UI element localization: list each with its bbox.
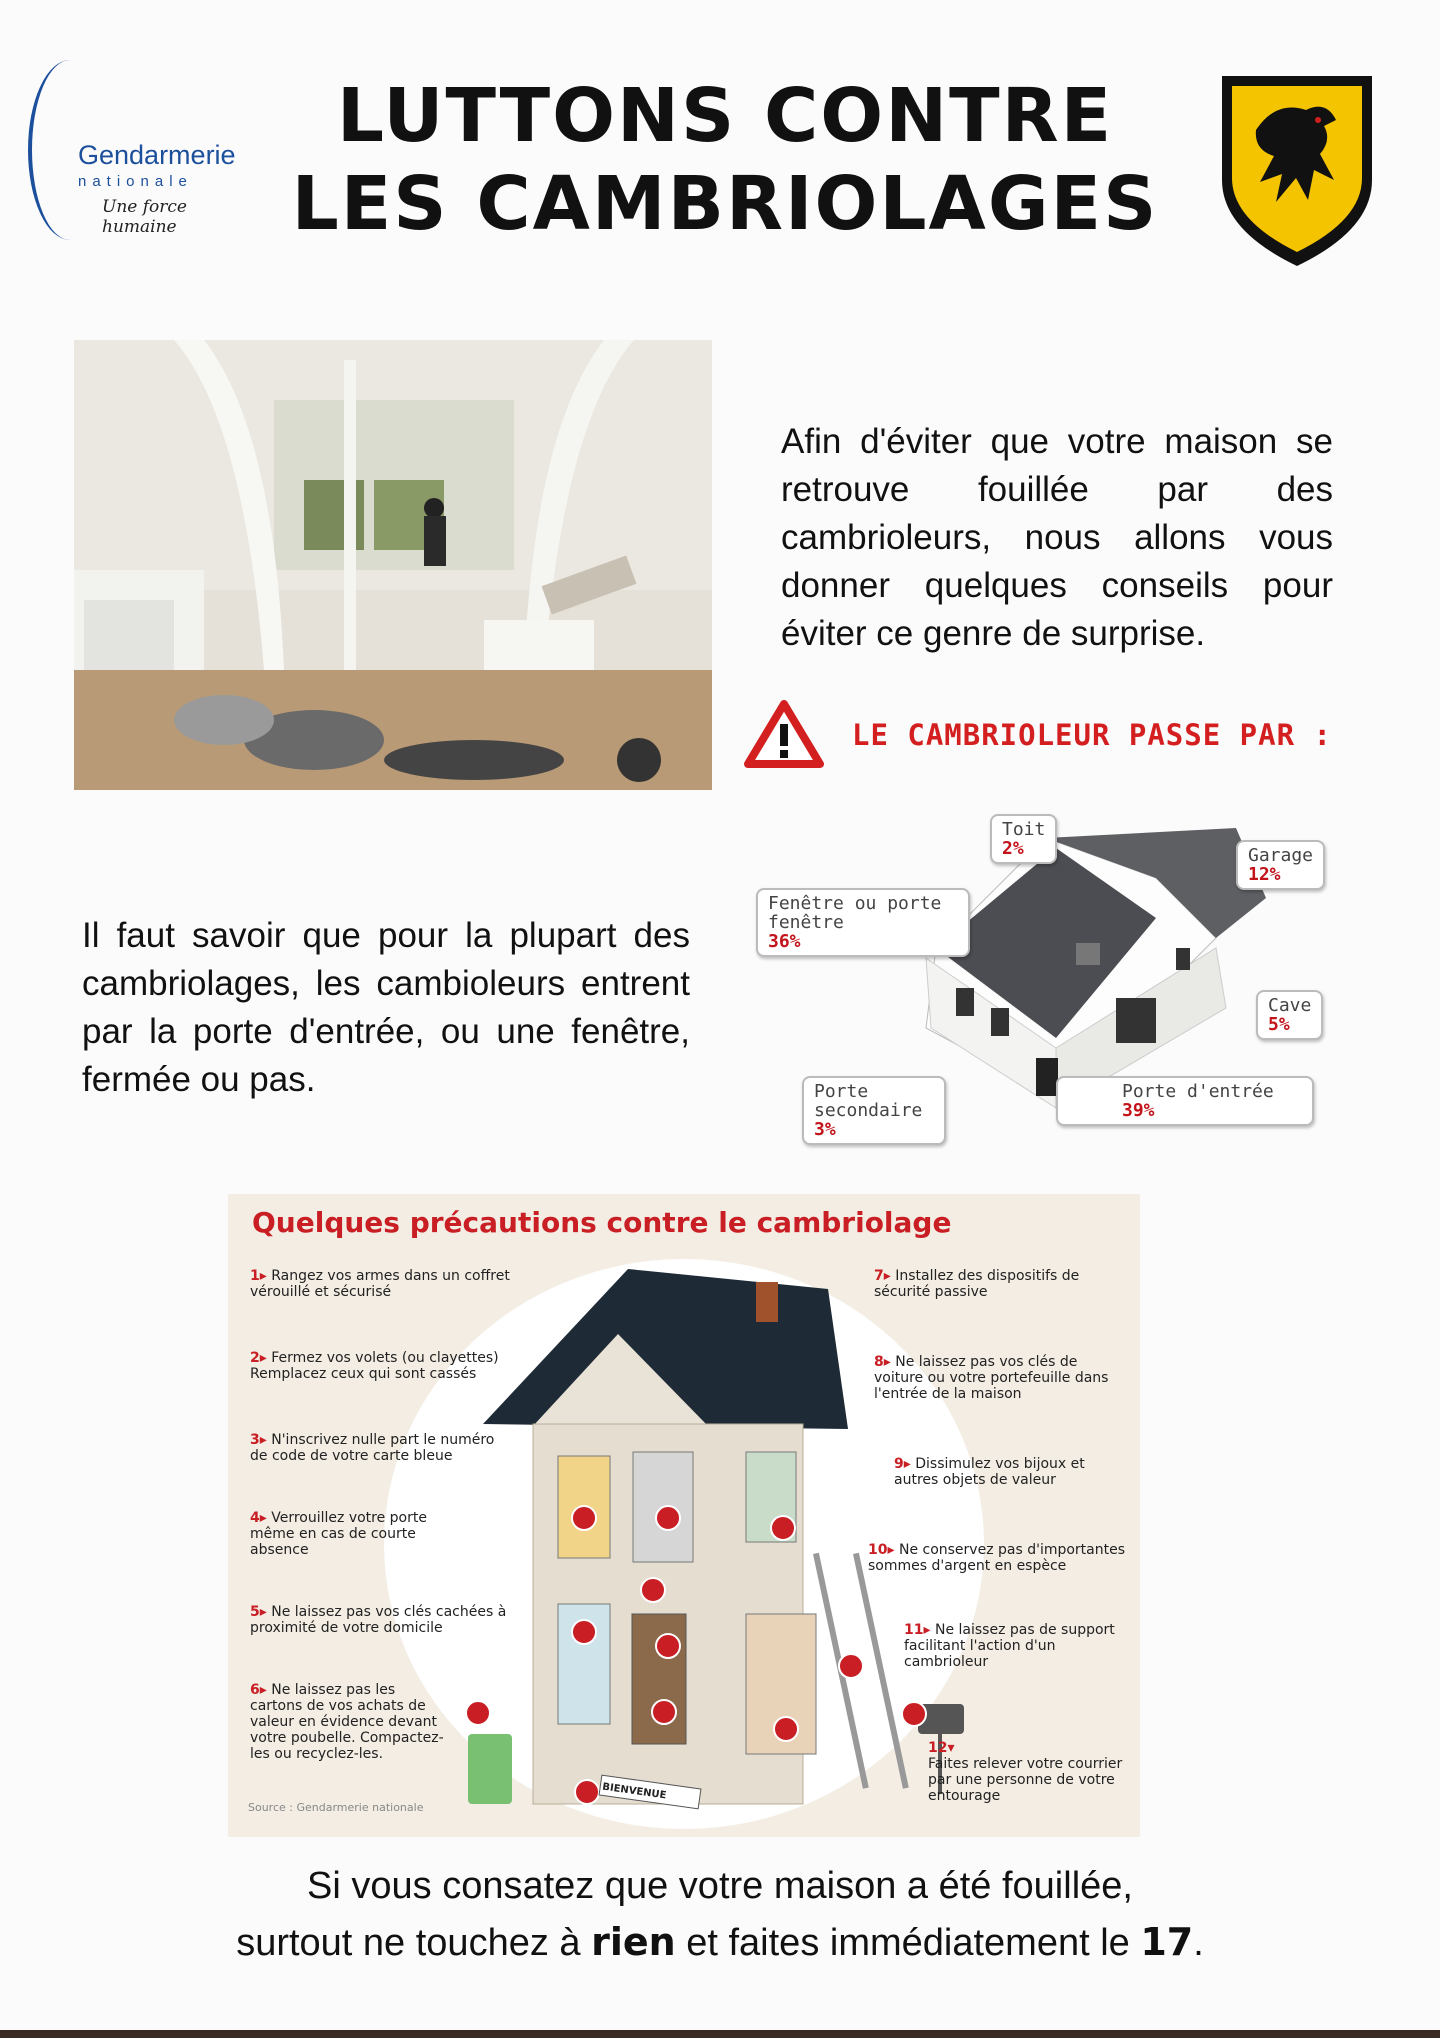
bubble-garage-pct: 12% [1248, 864, 1281, 885]
tip-12-text: Faites relever votre courrier par une personne de votre entourage [928, 1756, 1123, 1804]
footer-line1: Si vous consatez que votre maison a été fouillée, [307, 1865, 1133, 1907]
bubble-front-door-label: Porte d'entrée [1122, 1081, 1274, 1102]
bubble-roof-pct: 2% [1002, 838, 1024, 859]
tip-5-num: 5 [250, 1604, 260, 1620]
title-line2: LES CAMBRIOLAGES [291, 161, 1159, 247]
tip-12-num: 12 [928, 1740, 948, 1756]
tip-2: 2▸ Fermez vos volets (ou clayettes) Remplacez ceux qui sont cassés [250, 1350, 499, 1382]
warning-icon [744, 700, 824, 770]
tip-2-num: 2 [250, 1350, 260, 1366]
tip-11: 11▸ Ne laissez pas de support facilitant l'action d'un cambrioleur [904, 1622, 1115, 1670]
tip-6-num: 6 [250, 1682, 260, 1698]
logo-motto: Une force humaine [102, 197, 187, 237]
source-note: Source : Gendarmerie nationale [248, 1801, 424, 1814]
footer-text-e: . [1193, 1922, 1204, 1964]
bubble-cellar-pct: 5% [1268, 1014, 1290, 1035]
tip-1: 1▸ Rangez vos armes dans un coffret vérouillé et sécurisé [250, 1268, 510, 1300]
bubble-cellar [1256, 990, 1323, 1040]
bubble-front-door [1056, 1076, 1314, 1126]
tip-5: 5▸ Ne laissez pas vos clés cachées à proximité de votre domicile [250, 1604, 507, 1636]
tip-7: 7▸ Installez des dispositifs de sécurité passive [874, 1268, 1080, 1300]
tip-3: 3▸ N'inscrivez nulle part le numéro de code de votre carte bleue [250, 1432, 495, 1464]
footer-bold-rien: rien [591, 1920, 676, 1964]
tip-4-num: 4 [250, 1510, 260, 1526]
footer-text-a: surtout ne touchez à [236, 1922, 592, 1964]
burgled-room-photo [74, 340, 712, 790]
tip-2-text: Fermez vos volets (ou clayettes) Remplacez ceux qui sont cassés [250, 1350, 499, 1382]
tip-7-num: 7 [874, 1268, 884, 1284]
logo-line2: nationale [78, 173, 193, 190]
tip-1-num: 1 [250, 1268, 260, 1284]
tip-9-text: Dissimulez vos bijoux et autres objets de valeur [894, 1456, 1085, 1488]
tip-3-num: 3 [250, 1432, 260, 1448]
tip-9: 9▸ Dissimulez vos bijoux et autres objets de valeur [894, 1456, 1085, 1488]
entry-points-diagram [756, 808, 1386, 1158]
coat-of-arms-shield [1216, 70, 1378, 272]
bubble-side-door [802, 1076, 946, 1145]
bubble-garage-label: Garage [1248, 845, 1314, 866]
tip-4: 4▸ Verrouillez votre porte même en cas de courte absence [250, 1510, 427, 1558]
bottom-bar [0, 2030, 1440, 2038]
tip-3-text: N'inscrivez nulle part le numéro de code de votre carte bleue [250, 1432, 495, 1464]
bubble-window-pct: 36% [768, 931, 801, 952]
gendarmerie-logo [28, 52, 258, 242]
tip-4-text: Verrouillez votre porte même en cas de courte absence [250, 1510, 427, 1558]
tip-6: 6▸ Ne laissez pas les cartons de vos achats de valeur en évidence devant votre poubelle. Compactez-les ou recyclez-les. [250, 1682, 444, 1762]
footer-text-c: et faites immédiatement le [675, 1922, 1141, 1964]
bubble-front-door-pct: 39% [1122, 1100, 1155, 1121]
intro-paragraph: Afin d'éviter que votre maison se retrouve fouillée par des cambrioleurs, nous allons vous donner quelques conseils pour éviter ce genre de surprise. [781, 422, 1333, 653]
doormat-text: BIENVENUE [601, 1781, 667, 1802]
tip-6-text: Ne laissez pas les cartons de vos achats de valeur en évidence devant votre poubelle. Compactez-les ou recyclez-les. [250, 1682, 444, 1762]
tip-11-text: Ne laissez pas de support facilitant l'action d'un cambrioleur [904, 1622, 1115, 1670]
page-title [260, 72, 1190, 248]
bubble-cellar-label: Cave [1268, 995, 1312, 1016]
footer-line2 [60, 1914, 1380, 1971]
entry-paragraph: Il faut savoir que pour la plupart des cambriolages, les cambioleurs entrent par la porte d'entrée, ou une fenêtre, fermée ou pas. [82, 916, 690, 1099]
bubble-window [756, 888, 970, 957]
logo-line1: Gendarmerie [78, 140, 236, 170]
tip-7-text: Installez des dispositifs de sécurité passive [874, 1268, 1080, 1300]
footer-bold-17: 17 [1140, 1920, 1194, 1964]
tip-5-text: Ne laissez pas vos clés cachées à proximité de votre domicile [250, 1604, 507, 1636]
bubble-roof [990, 814, 1057, 864]
precautions-infographic [228, 1194, 1140, 1837]
tip-1-text: Rangez vos armes dans un coffret vérouillé et sécurisé [250, 1268, 510, 1300]
tip-10-text: Ne conservez pas d'importantes sommes d'argent en espèce [868, 1542, 1126, 1574]
tip-12: 12▾ Faites relever votre courrier par une personne de votre entourage [928, 1740, 1123, 1804]
footer-message [60, 1858, 1380, 1971]
burglar-entry-heading [744, 700, 1394, 770]
bubble-garage [1236, 840, 1325, 890]
tip-11-num: 11 [904, 1622, 924, 1638]
tip-9-num: 9 [894, 1456, 904, 1472]
burglar-entry-label: LE CAMBRIOLEUR PASSE PAR : [852, 718, 1332, 752]
precautions-title: Quelques précautions contre le cambriolage [252, 1206, 952, 1239]
tip-8-num: 8 [874, 1354, 884, 1370]
title-line1: LUTTONS CONTRE [336, 73, 1114, 159]
bubble-side-door-pct: 3% [814, 1119, 836, 1140]
bubble-side-door-label: Porte secondaire [814, 1081, 923, 1121]
tip-10-num: 10 [868, 1542, 888, 1558]
tip-10: 10▸ Ne conservez pas d'importantes sommes d'argent en espèce [868, 1542, 1126, 1574]
bubble-window-label: Fenêtre ou porte fenêtre [768, 893, 942, 933]
bubble-roof-label: Toit [1002, 819, 1046, 840]
tip-8: 8▸ Ne laissez pas vos clés de voiture ou votre portefeuille dans l'entrée de la maison [874, 1354, 1109, 1402]
tip-8-text: Ne laissez pas vos clés de voiture ou votre portefeuille dans l'entrée de la maison [874, 1354, 1109, 1402]
